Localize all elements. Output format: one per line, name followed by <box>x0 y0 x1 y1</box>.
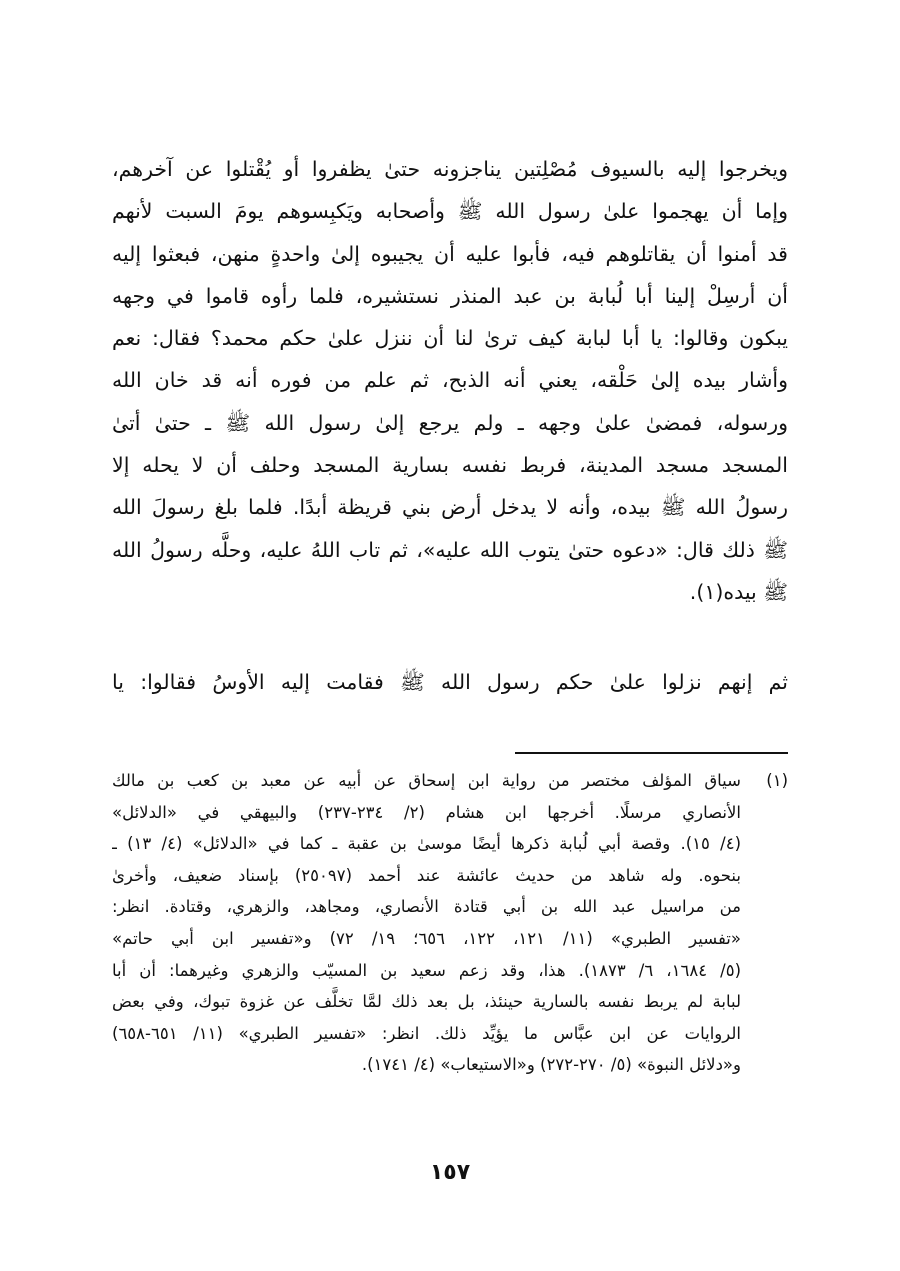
text-line: ﷺ ذلك قال: «دعوه حتىٰ يتوب الله عليه»، ثم تاب اللهُ عليه، وحلَّه رسولُ الله <box>112 537 788 562</box>
text-line: أن أرسِلْ إلينا أبا لُبابة بن عبد المنذر نستشيره، فلما رأوه قاموا في وجهه <box>112 283 788 308</box>
text-line: المسجد مسجد المدينة، فربط نفسه بسارية المسجد وحلف أن لا يحله إلا <box>112 453 788 478</box>
footnote-line: بنحوه. وله شاهد من حديث عائشة عند أحمد (٢٥٠٩٧) بإسناد ضعيف، وأخرىٰ <box>112 865 741 885</box>
footnote-number: (١) <box>766 771 788 790</box>
footnote-line: سياق المؤلف مختصر من رواية ابن إسحاق عن أبيه عن معبد بن كعب بن مالك <box>112 771 741 790</box>
text-line: ثم إنهم نزلوا علىٰ حكم رسول الله ﷺ فقامت إليه الأوسُ فقالوا: يا <box>112 670 788 694</box>
footnote-body <box>112 765 741 1081</box>
text-line: ويخرجوا إليه بالسيوف مُصْلِتين يناجزونه حتىٰ يظفروا أو يُقْتلوا عن آخرهم، <box>112 157 788 181</box>
main-paragraph <box>112 148 788 613</box>
footnote-line: (٥/ ١٦٨٤، ٦/ ١٨٧٣). هذا، وقد زعم سعيد بن المسيّب والزهري وغيرهما: أن أبا <box>112 960 741 980</box>
text-line: وأشار بيده إلىٰ حَلْقه، يعني أنه الذبح، ثم علم من فوره أنه قد خان الله <box>112 368 788 393</box>
footnote-line: «تفسير الطبري» (١١/ ١٢١، ١٢٢، ٦٥٦؛ ١٩/ ٧٢) و«تفسير ابن أبي حاتم» <box>112 928 741 948</box>
footnote-line: من مراسيل عبد الله بن أبي قتادة الأنصاري، ومجاهد، والزهري، وقتادة. انظر: <box>112 897 741 917</box>
footnote-line: (٤/ ١٥). وقصة أبي لُبابة ذكرها أيضًا موسىٰ بن عقبة ـ كما في «الدلائل» (٤/ ١٣) ـ <box>112 834 741 854</box>
footnote-line: و«دلائل النبوة» (٥/ ٢٧٠-٢٧٢) و«الاستيعاب» (٤/ ١٧٤١). <box>361 1055 741 1075</box>
text-line: يبكون وقالوا: يا أبا لبابة كيف ترىٰ لنا أن ننزل علىٰ حكم محمد؟ فقال: نعم <box>112 326 788 351</box>
text-line: ﷺ بيده(١). <box>689 579 788 604</box>
page-number: ١٥٧ <box>429 1160 471 1185</box>
text-line: قد أمنوا أن يقاتلوهم فيه، فأبوا عليه أن يجيبوه إلىٰ واحدةٍ منهن، فبعثوا إليه <box>112 241 788 266</box>
text-line: ورسوله، فمضىٰ علىٰ وجهه ـ ولم يرجع إلىٰ رسول الله ﷺ ـ حتىٰ أتىٰ <box>112 410 788 435</box>
footnote <box>112 765 788 1081</box>
footnote-separator <box>515 752 788 754</box>
text-line: رسولُ الله ﷺ بيده، وأنه لا يدخل أرض بني قريظة أبدًا. فلما بلغ رسولَ الله <box>112 495 788 520</box>
footnote-line: الأنصاري مرسلًا. أخرجها ابن هشام (٢/ ٢٣٤-٢٣٧) والبيهقي في «الدلائل» <box>112 802 741 822</box>
footnote-line: لبابة لم يربط نفسه بالسارية حينئذ، بل بعد ذلك لمَّا تخلَّف عن غزوة تبوك، وفي بعض <box>112 992 741 1012</box>
text-line: وإما أن يهجموا علىٰ رسول الله ﷺ وأصحابه ويَكبِسوهم يومَ السبت لأنهم <box>112 199 788 224</box>
second-paragraph <box>112 661 788 703</box>
footnote-line: الروايات عن ابن عبَّاس ما يؤيِّد ذلك. انظر: «تفسير الطبري» (١١/ ٦٥١-٦٥٨) <box>112 1023 741 1043</box>
